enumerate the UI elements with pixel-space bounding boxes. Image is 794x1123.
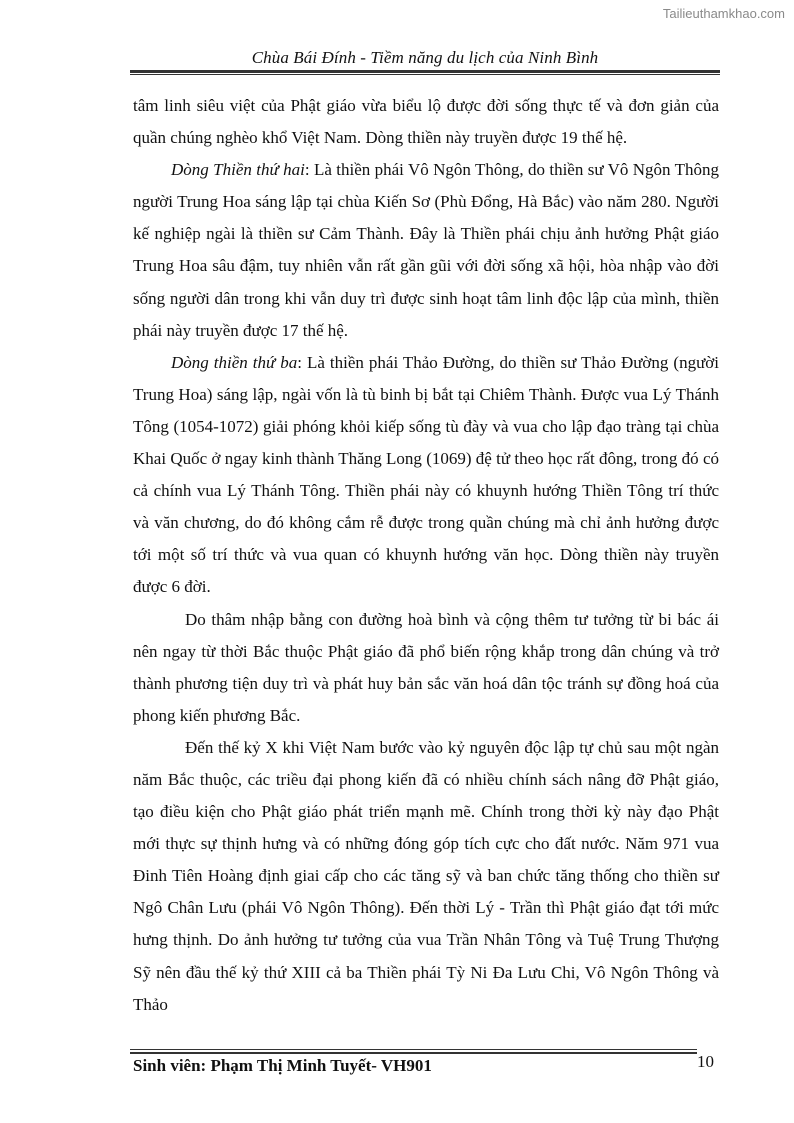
body-text (133, 90, 719, 1021)
footer-rule-thin (130, 1049, 697, 1050)
paragraph-body: : Là thiền phái Vô Ngôn Thông, do thiền sư Vô Ngôn Thông người Trung Hoa sáng lập tại chùa Kiến Sơ (Phù Đổng, Hà Bắc) vào năm 280. Người kế nghiệp ngài là thiền sư Cảm Thành. Đây là Thiền phái chịu ảnh hưởng Phật giáo Trung Hoa sâu đậm, tuy nhiên vẫn rất gần gũi với đời sống xã hội, hòa nhập vào đời sống người dân trong khi vẫn duy trì được sinh hoạt tâm linh độc lập của mình, thiền phái này truyền được 17 thế hệ. (133, 160, 720, 340)
paragraph-tenth-century: Đến thế kỷ X khi Việt Nam bước vào kỷ nguyên độc lập tự chủ sau một ngàn năm Bắc thuộc, các triều đại phong kiến đã có nhiều chính sách nâng đỡ Phật giáo, tạo điều kiện cho Phật giáo phát triển mạnh mẽ. Chính trong thời kỳ này đạo Phật mới thực sự thịnh hưng và có những đóng góp tích cực cho đất nước. Năm 971 vua Đinh Tiên Hoàng định giai cấp cho các tăng sỹ và ban chức tăng thống cho thiền sư Ngô Chân Lưu (phái Vô Ngôn Thông). Đến thời Lý - Trần thì Phật giáo đạt tới mức hưng thịnh. Do ảnh hưởng tư tưởng của vua Trần Nhân Tông và Tuệ Trung Thượng Sỹ nên đầu thế kỷ thứ XIII cả ba Thiền phái Tỳ Ni Đa Lưu Chi, Vô Ngôn Thông và Thảo (133, 737, 719, 1014)
footer-rule-thick (130, 1052, 697, 1054)
header-rule-thin (130, 74, 720, 75)
paragraph-lead: Dòng Thiền thứ hai (171, 160, 305, 180)
watermark: Tailieuthamkhao.com (662, 6, 785, 21)
footer-student-name: Sinh viên: Phạm Thị Minh Tuyết- VH901 (133, 1056, 432, 1075)
header-rule-thick (130, 70, 720, 73)
page-number: 10 (697, 1052, 714, 1071)
paragraph-lead: Dòng thiền thứ ba (171, 352, 298, 372)
paragraph-body: : Là thiền phái Thảo Đường, do thiền sư Thảo Đường (người Trung Hoa) sáng lập, ngài vốn là tù binh bị bắt tại Chiêm Thành. Được vua Lý Thánh Tông (1054-1072) giải phóng khỏi kiếp sống tù đày và vua cho lập đạo tràng tại chùa Khai Quốc ở ngay kinh thành Thăng Long (1069) đệ tử theo học rất đông, trong đó có cả chính vua Lý Thánh Tông. Thiền phái này có khuynh hướng Thiền Tông trí thức và văn chương, do đó không cắm rễ được trong quần chúng mà chỉ ảnh hưởng được tới một số trí thức và vua quan có khuynh hướng văn học. Dòng thiền này truyền được 6 đời. (133, 352, 720, 597)
paragraph-continuation: tâm linh siêu việt của Phật giáo vừa biểu lộ được đời sống thực tế và đơn giản của quần chúng nghèo khổ Việt Nam. Dòng thiền này truyền được 19 thế hệ. (133, 96, 719, 148)
paragraph-peaceful-spread: Do thâm nhập bằng con đường hoà bình và cộng thêm tư tưởng từ bi bác ái nên ngay từ thời Bắc thuộc Phật giáo đã phổ biến rộng khắp trong dân chúng và trở thành phương tiện duy trì và phát huy bản sắc văn hoá dân tộc tránh sự đồng hoá của phong kiến phương Bắc. (133, 609, 719, 725)
paragraph-second-lineage (133, 154, 719, 347)
paragraph-third-lineage (133, 347, 719, 604)
running-header-title: Chùa Bái Đính - Tiềm năng du lịch của Ninh Bình (251, 48, 599, 67)
